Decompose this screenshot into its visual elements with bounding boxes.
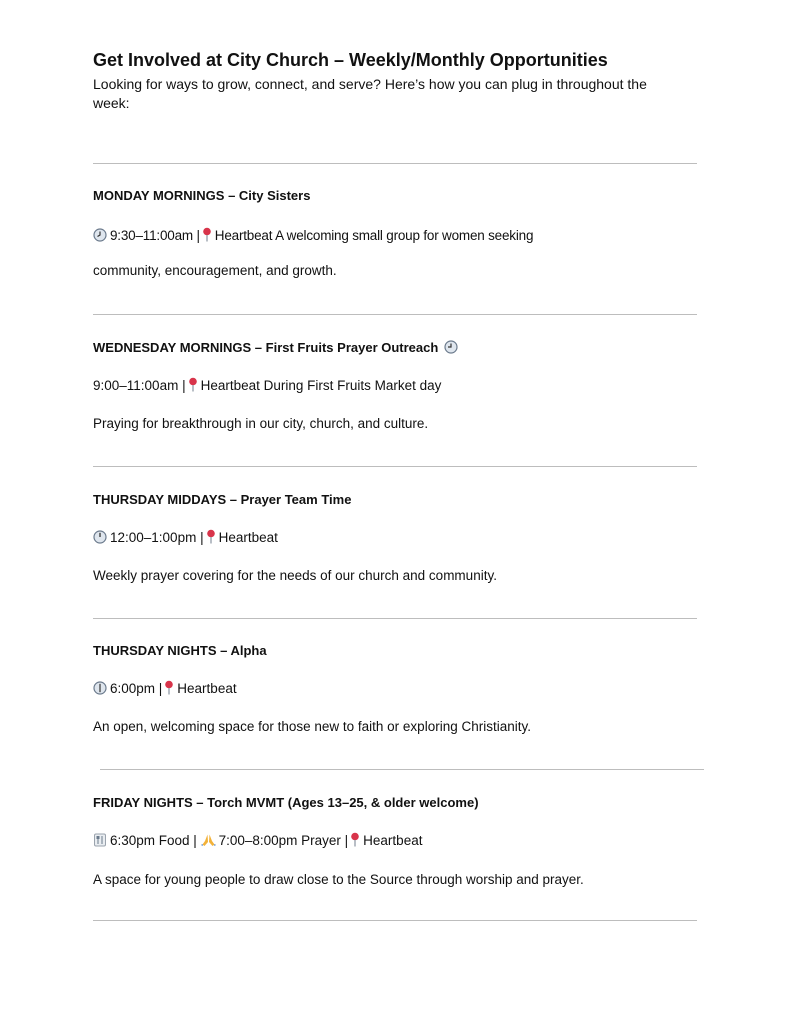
pin-icon: [202, 227, 212, 245]
divider: [93, 618, 697, 619]
monday-location-desc: Heartbeat A welcoming small group for women seeking: [214, 228, 534, 243]
divider: [93, 920, 697, 921]
page-title: Get Involved at City Church – Weekly/Monthly Opportunities: [93, 50, 608, 70]
friday-heading: FRIDAY NIGHTS – Torch MVMT (Ages 13–25, & older welcome): [93, 795, 479, 810]
thursday-midday-heading: THURSDAY MIDDAYS – Prayer Team Time: [93, 492, 352, 507]
clock-icon: [93, 681, 107, 698]
pin-icon: [350, 832, 360, 850]
wednesday-time: 9:00–11:00am |: [93, 378, 186, 393]
wednesday-location-desc: Heartbeat During First Fruits Market day: [200, 378, 442, 393]
clock-icon: [444, 340, 458, 357]
pin-icon: [164, 680, 174, 698]
thursday-night-location: Heartbeat: [177, 681, 237, 696]
wednesday-desc: Praying for breakthrough in our city, church, and culture.: [93, 416, 429, 431]
friday-prayer: 7:00–8:00pm Prayer |: [218, 833, 349, 848]
clock-icon: [93, 228, 107, 245]
thursday-night-time: 6:00pm |: [110, 681, 163, 696]
monday-desc-cont: community, encouragement, and growth.: [93, 263, 337, 278]
clock-icon: [93, 530, 107, 547]
thursday-night-details: [93, 680, 237, 698]
wednesday-heading: [93, 340, 461, 357]
friday-details: [93, 832, 422, 850]
pin-icon: [188, 377, 198, 395]
divider: [100, 769, 704, 770]
wednesday-details: [93, 377, 441, 395]
friday-location: Heartbeat: [363, 833, 423, 848]
praying-hands-icon: [201, 833, 216, 850]
thursday-midday-details: [93, 529, 278, 547]
intro-paragraph: Looking for ways to grow, connect, and serve? Here’s how you can plug in throughout the week:: [93, 76, 647, 111]
wednesday-heading-text: WEDNESDAY MORNINGS – First Fruits Prayer Outreach: [93, 340, 439, 355]
thursday-midday-location: Heartbeat: [218, 530, 278, 545]
divider: [93, 163, 697, 164]
divider: [93, 314, 697, 315]
monday-details: [93, 227, 533, 245]
fork-and-knife-icon: [93, 833, 107, 850]
thursday-night-heading: THURSDAY NIGHTS – Alpha: [93, 643, 267, 658]
friday-desc: A space for young people to draw close to the Source through worship and prayer.: [93, 872, 584, 887]
thursday-midday-desc: Weekly prayer covering for the needs of our church and community.: [93, 568, 497, 583]
thursday-midday-time: 12:00–1:00pm |: [110, 530, 204, 545]
monday-heading: MONDAY MORNINGS – City Sisters: [93, 188, 311, 203]
divider: [93, 466, 697, 467]
friday-food: 6:30pm Food |: [110, 833, 197, 848]
monday-time: 9:30–11:00am |: [110, 228, 200, 243]
thursday-night-desc: An open, welcoming space for those new to faith or exploring Christianity.: [93, 719, 531, 734]
pin-icon: [206, 529, 216, 547]
